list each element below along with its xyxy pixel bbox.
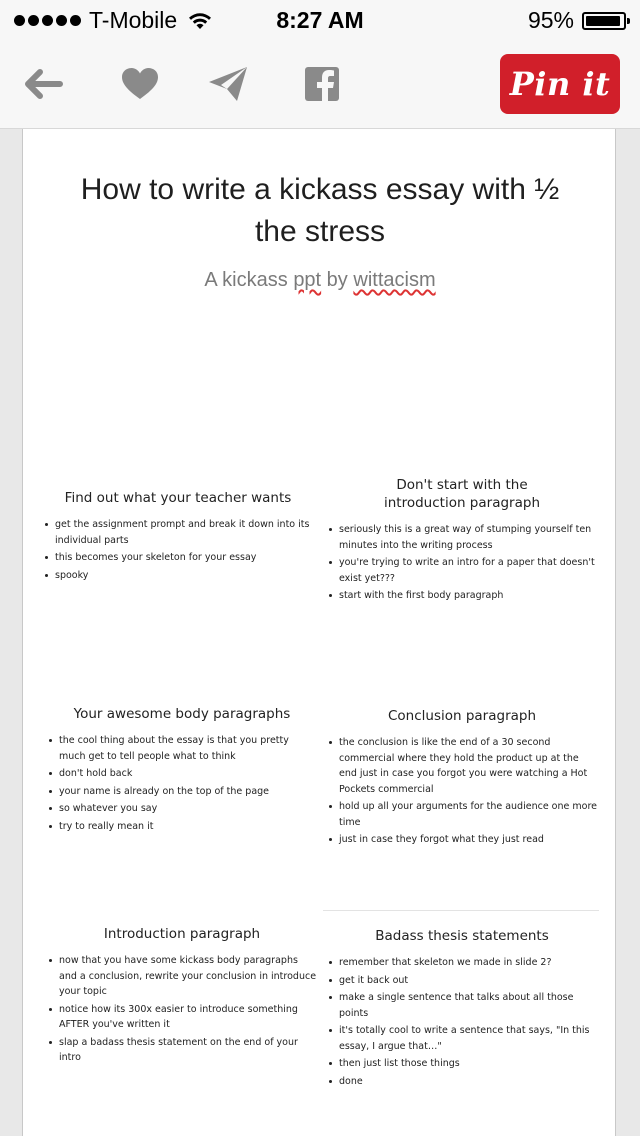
- slide-conclusion-paragraph: [327, 707, 597, 850]
- slide-heading: Don't start with the introduction paragraph: [384, 477, 540, 511]
- bullet-item: it's totally cool to write a sentence that says, "In this essay, I argue that…": [327, 1023, 597, 1054]
- title-slide: [23, 169, 617, 292]
- slide-dont-start-intro: [327, 476, 597, 606]
- bullet-item: your name is already on the top of the page: [47, 784, 317, 800]
- bullet-item: notice how its 300x easier to introduce something AFTER you've written it: [47, 1002, 317, 1033]
- slide-body-paragraphs: [47, 705, 317, 836]
- bullet-item: done: [327, 1074, 597, 1090]
- pin-it-button[interactable]: Pin it: [500, 54, 620, 114]
- bullet-item: just in case they forgot what they just read: [327, 832, 597, 848]
- facebook-icon[interactable]: [300, 64, 344, 104]
- bullet-list: [47, 953, 317, 1066]
- bullet-item: start with the first body paragraph: [327, 588, 597, 604]
- heart-icon[interactable]: [118, 64, 162, 104]
- bullet-item: slap a badass thesis statement on the end of your intro: [47, 1035, 317, 1066]
- slide-heading: Introduction paragraph: [103, 926, 261, 942]
- bullet-item: the cool thing about the essay is that you pretty much get to tell people what to think: [47, 733, 317, 764]
- slide-title: How to write a kickass essay with ½ the stress: [80, 173, 560, 248]
- bullet-item: seriously this is a great way of stumping yourself ten minutes into the writing process: [327, 522, 597, 553]
- bullet-item: don't hold back: [47, 766, 317, 782]
- bullet-list: [327, 735, 597, 848]
- slide-heading: Your awesome body paragraphs: [73, 706, 291, 722]
- bullet-item: try to really mean it: [47, 819, 317, 835]
- bullet-item: so whatever you say: [47, 801, 317, 817]
- bullet-item: remember that skeleton we made in slide 2?: [327, 955, 597, 971]
- bullet-list: [327, 522, 597, 604]
- slide-thesis-statements: [327, 927, 597, 1091]
- toolbar: [0, 40, 640, 129]
- bullet-item: then just list those things: [327, 1056, 597, 1072]
- bullet-item: hold up all your arguments for the audience one more time: [327, 799, 597, 830]
- battery-percent: 95%: [527, 7, 574, 33]
- bullet-item: make a single sentence that talks about all those points: [327, 990, 597, 1021]
- bullet-item: you're trying to write an intro for a paper that doesn't exist yet???: [327, 555, 597, 586]
- back-arrow-icon[interactable]: [20, 64, 64, 104]
- slide-heading: Badass thesis statements: [375, 928, 549, 944]
- bullet-list: [43, 517, 313, 583]
- bullet-item: the conclusion is like the end of a 30 second commercial where they hold the product up at the end just in case you forgot you were watching a Hot Pockets commercial: [327, 735, 597, 797]
- bullet-item: now that you have some kickass body paragraphs and a conclusion, rewrite your conclusion in introduce your topic: [47, 953, 317, 1000]
- bullet-item: get the assignment prompt and break it down into its individual parts: [43, 517, 313, 548]
- send-icon[interactable]: [206, 64, 250, 104]
- slide-divider: [323, 910, 599, 911]
- bullet-list: [327, 955, 597, 1089]
- bullet-item: get it back out: [327, 973, 597, 989]
- carrier-name: T-Mobile: [89, 7, 178, 33]
- slide-heading: Conclusion paragraph: [387, 708, 537, 724]
- bullet-list: [47, 733, 317, 834]
- slide-introduction-paragraph: [47, 925, 317, 1068]
- battery-status: [528, 7, 626, 34]
- clock: 8:27 AM: [276, 7, 364, 33]
- battery-icon: [582, 12, 626, 30]
- slide-heading: Find out what your teacher wants: [64, 490, 292, 506]
- bullet-item: this becomes your skeleton for your essay: [43, 550, 313, 566]
- status-bar: [0, 0, 640, 40]
- pinned-image[interactable]: [22, 129, 616, 1136]
- bullet-item: spooky: [43, 568, 313, 584]
- slide-find-out-teacher-wants: [43, 489, 313, 585]
- slide-subtitle: A kickass ppt by wittacism: [204, 269, 436, 291]
